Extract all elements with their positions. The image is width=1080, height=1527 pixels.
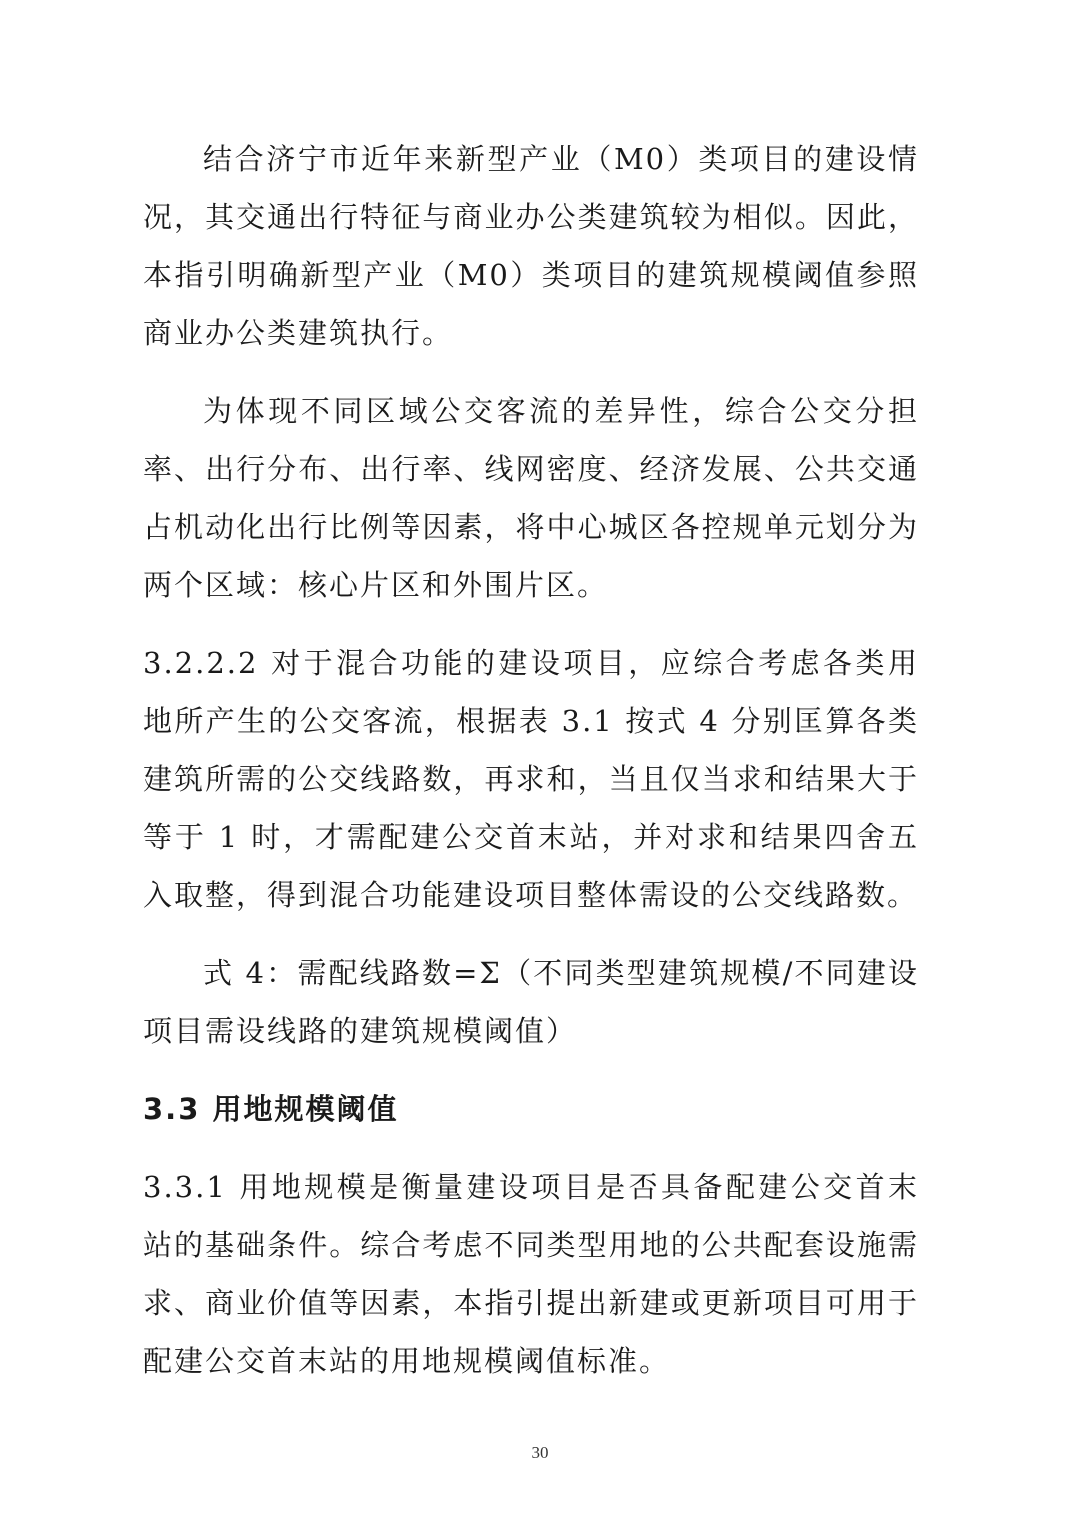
formula-4: 式 4：需配线路数=Σ（不同类型建筑规模/不同建设项目需设线路的建筑规模阈值） [143, 956, 919, 1048]
paragraph-mixed-function: 3.2.2.2 对于混合功能的建设项目，应综合考虑各类用地所产生的公交客流，根据表 3.1 按式 4 分别匡算各类建筑所需的公交线路数，再求和，当且仅当求和结果大于等于 1 时，才需配建公交首末站，并对求和结果四舍五入取整，得到混合功能建设项目整体需设的公交线路数。 [143, 646, 919, 912]
paragraph-m0-projects: 结合济宁市近年来新型产业（M0）类项目的建设情况，其交通出行特征与商业办公类建筑较为相似。因此，本指引明确新型产业（M0）类项目的建筑规模阈值参照商业办公类建筑执行。 [143, 142, 919, 350]
page-number: 30 [531, 1443, 549, 1462]
paragraph-gap [143, 924, 919, 944]
paragraph-gap [143, 1138, 919, 1158]
paragraph-land-scale: 3.3.1 用地规模是衡量建设项目是否具备配建公交首末站的基础条件。综合考虑不同类型用地的公共配套设施需求、商业价值等因素，本指引提出新建或更新项目可用于配建公交首末站的用地规模阈值标准。 [143, 1170, 919, 1378]
paragraph-gap [143, 362, 919, 382]
paragraph-gap [143, 1060, 919, 1080]
paragraph-zone-division: 为体现不同区域公交客流的差异性，综合公交分担率、出行分布、出行率、线网密度、经济发展、公共交通占机动化出行比例等因素，将中心城区各控规单元划分为两个区域：核心片区和外围片区。 [143, 394, 919, 602]
section-heading: 3.3 用地规模阈值 [143, 1092, 399, 1126]
paragraph-gap [143, 614, 919, 634]
page-body [143, 130, 919, 1390]
